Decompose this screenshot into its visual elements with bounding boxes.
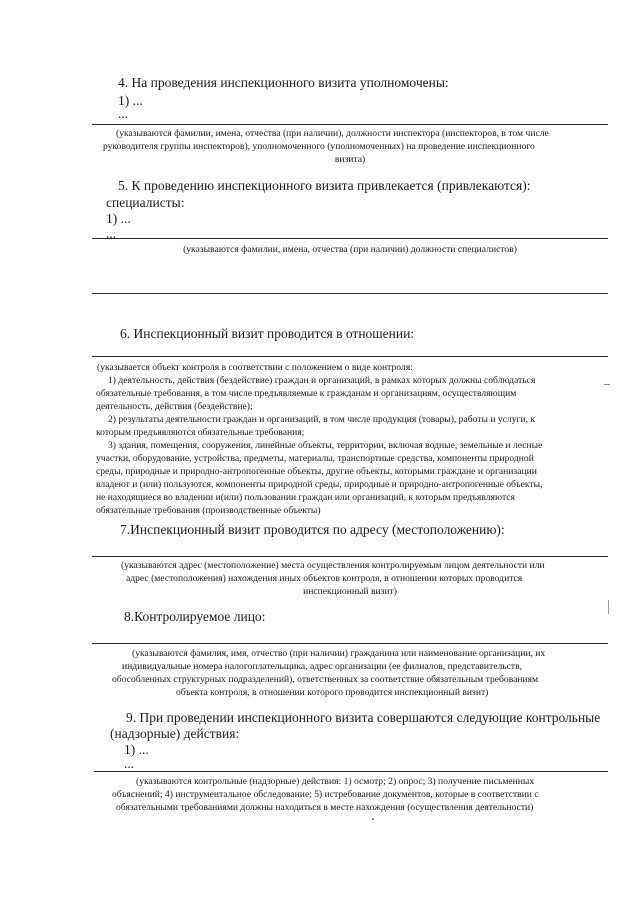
section-6-note-line-10: владеют и (или) пользуются, компоненты природной среды, природные и природно-антропогенные объекты, <box>96 479 543 490</box>
section-6-note-line-5: 2) результаты деятельности граждан и организаций, в том числе продукция (товары), работы и услуги, к <box>108 414 536 425</box>
section-5-note: (указываются фамилии, имена, отчества (при наличии) должности специалистов) <box>183 244 517 255</box>
section-7-note-line-1: (указываются адрес (местоположение) места осуществления контролируемым лицом деятельности или <box>121 560 545 571</box>
section-4-note-line-2: руководителя группы инспекторов), уполномоченного (уполномоченных) на проведение инспекционного <box>103 141 535 152</box>
section-6-note-line-11: не находящиеся во владении и(или) пользовании граждан или организаций, к которым предъявляются <box>96 492 515 503</box>
section-5-title: 5. К проведению инспекционного визита привлекается (привлекаются): <box>118 178 531 193</box>
section-9-note-line-2: объяснений; 4) инструментальное обследование; 5) истребование документов, которые в соответствии с <box>112 789 539 800</box>
section-9-rule <box>94 771 608 772</box>
section-9-ellipsis: ... <box>124 756 135 771</box>
section-4-note-line-1: (указываются фамилии, имена, отчества (при наличии), должности инспектора (инспекторов, в том числе <box>116 128 549 139</box>
section-6-note-line-8: участки, оборудование, устройства, предметы, материалы, транспортные средства, компоненты природной <box>96 453 534 464</box>
section-9-note-line-1: (указываются контрольные (надзорные) действия: 1) осмотр; 2) опрос; 3) получение письменных <box>136 776 535 787</box>
scan-speck <box>604 384 610 385</box>
section-8-note-line-1: (указываются фамилия, имя, отчество (при наличии) гражданина или наименование организации, их <box>132 648 546 659</box>
section-7-note-line-3: инспекционный визит) <box>303 586 397 597</box>
section-4-item-1: 1) ... <box>118 93 143 108</box>
section-8-title: 8.Контролируемое лицо: <box>124 609 266 624</box>
section-4-ellipsis: ... <box>118 106 129 121</box>
section-9-note-line-3: обязательными требованиями должны находиться в месте нахождения (осуществления деятельности) <box>116 802 534 813</box>
section-8-note-line-4: объекта контроля, в отношении которого проводится инспекционный визит) <box>176 687 489 698</box>
section-4-note-line-3: визита) <box>334 154 366 165</box>
section-7-note-line-2: адрес (местоположения) нахождения иных объектов контроля, в отношении которых проводится <box>126 573 523 584</box>
section-6-title: 6. Инспекционный визит проводится в отношении: <box>120 326 415 341</box>
section-9-title-line-2: (надзорные) действия: <box>110 726 240 741</box>
section-5-blank-rule <box>92 293 608 294</box>
section-5-item-1: 1) ... <box>106 211 131 226</box>
scan-speck <box>372 818 374 820</box>
section-7-rule <box>92 556 608 557</box>
section-4-rule <box>92 124 608 125</box>
section-6-note-line-9: среды, природные и природно-антропогенные объекты, другие объекты, которыми граждане и организации <box>96 466 537 477</box>
section-8-note-line-3: обособленных структурных подразделений), ответственных за соответствие обязательным требованиям <box>112 674 539 685</box>
section-6-note-line-4: деятельность, действия (бездействие); <box>96 401 253 412</box>
section-4-title: 4. На проведения инспекционного визита уполномочены: <box>118 75 449 90</box>
scan-speck <box>608 600 609 614</box>
section-5-subtitle: специалисты: <box>106 195 185 210</box>
section-8-rule <box>92 643 608 644</box>
section-6-note-line-12: обязательные требования (производственные объекты) <box>96 505 321 516</box>
section-5-rule <box>92 238 608 239</box>
section-5-ellipsis: ... <box>106 226 117 241</box>
section-9-item-1: 1) ... <box>124 742 149 757</box>
section-6-rule <box>92 356 608 357</box>
section-6-note-line-2: 1) деятельность, действия (бездействие) граждан и организаций, в рамках которых должны соблюдаться <box>108 375 536 386</box>
section-6-note-line-6: которым предъявляются обязательные требования; <box>96 427 305 438</box>
section-9-title-line-1: 9. При проведении инспекционного визита совершаются следующие контрольные <box>126 710 601 725</box>
section-7-title: 7.Инспекционный визит проводится по адресу (местоположению): <box>120 522 505 537</box>
section-6-note-line-1: (указывается объект контроля в соответствии с положением о виде контроля: <box>97 362 413 373</box>
section-6-note-line-3: обязательные требования, в том числе предъявляемые к гражданам и организациям, осуществляющим <box>96 388 517 399</box>
section-6-note-line-7: 3) здания, помещения, сооружения, линейные объекты, территории, включая водные, земельные и лесные <box>108 440 543 451</box>
section-8-note-line-2: индивидуальные номера налогоплательщика, адрес организации (ее филиалов, представительств, <box>122 661 523 672</box>
